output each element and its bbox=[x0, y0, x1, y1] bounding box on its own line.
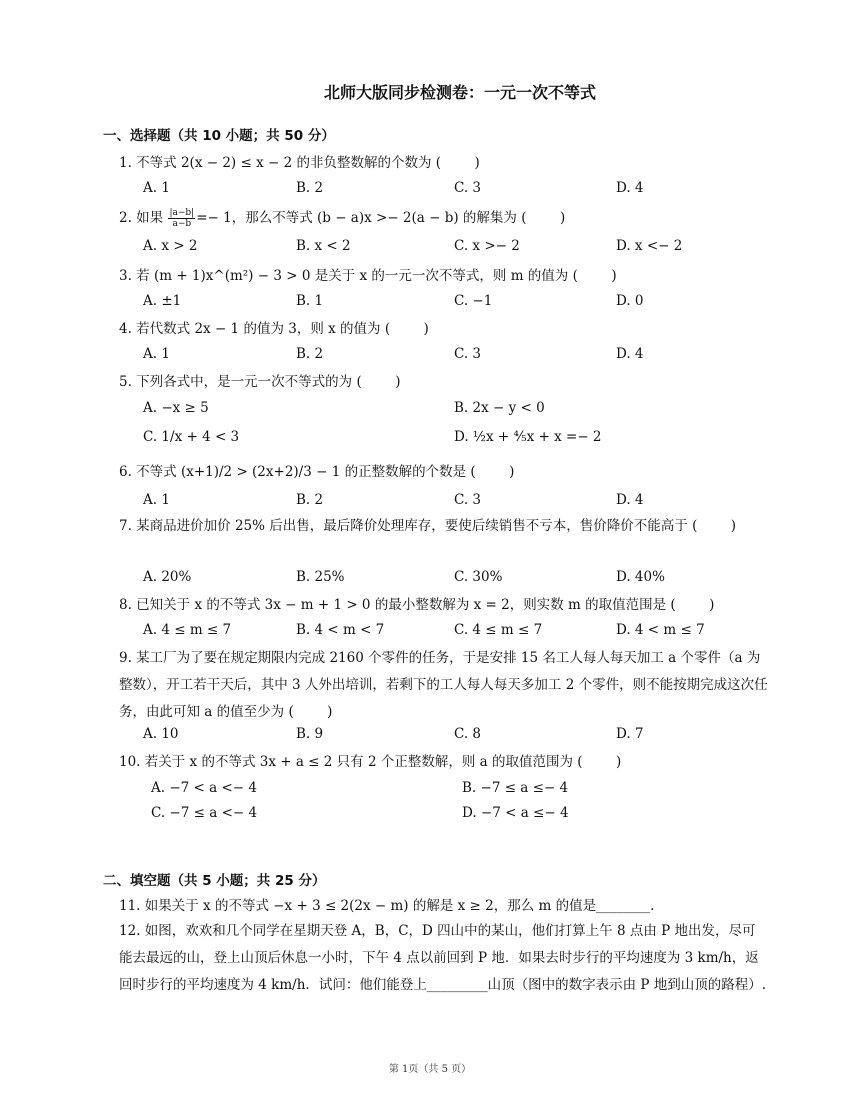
question-stem: 11. 如果关于 x 的不等式 −x + 3 ≤ 2(2x − m) 的解是 x ≥ 2，那么 m 的值是________. bbox=[119, 898, 655, 914]
question-stem: 5. 下列各式中，是一元一次不等式的为 bbox=[119, 374, 353, 390]
options-row bbox=[143, 564, 768, 590]
question-4 bbox=[119, 316, 768, 342]
option-b[interactable]: B. 2 bbox=[296, 492, 324, 508]
question-6 bbox=[119, 459, 768, 485]
option-a[interactable]: A. 1 bbox=[143, 492, 170, 508]
option-b[interactable]: B. 1 bbox=[296, 293, 324, 309]
option-a[interactable]: A. x > 2 bbox=[143, 238, 198, 254]
option-d[interactable]: D. 4 bbox=[616, 180, 644, 196]
question-10 bbox=[119, 749, 768, 775]
option-d[interactable]: D. 4 bbox=[616, 492, 644, 508]
answer-blank[interactable] bbox=[573, 263, 617, 289]
option-a[interactable]: A. 10 bbox=[143, 726, 179, 742]
question-1 bbox=[119, 150, 768, 176]
option-b[interactable]: B. 2 bbox=[296, 346, 324, 362]
option-d[interactable]: D. 4 bbox=[616, 346, 644, 362]
option-d[interactable]: D. 4 < m ≤ 7 bbox=[616, 622, 705, 638]
option-a[interactable]: A. −x ≥ 5 bbox=[143, 400, 209, 416]
question-stem: 7. 某商品进价加价 25% 后出售，最后降价处理库存，要使后续销售不亏本，售价降价不能高于 bbox=[119, 518, 688, 534]
options-row bbox=[143, 617, 768, 643]
question-stem: 10. 若关于 x 的不等式 3x + a ≤ 2 只有 2 个正整数解，则 a 的取值范围为 bbox=[119, 754, 573, 770]
answer-blank[interactable] bbox=[385, 316, 429, 342]
option-b[interactable]: B. 2x − y < 0 bbox=[454, 400, 545, 416]
options-row bbox=[143, 721, 768, 747]
option-d[interactable]: D. ½x + ⅘x + x =− 2 bbox=[454, 429, 602, 445]
option-c[interactable]: C. 4 ≤ m ≤ 7 bbox=[454, 622, 543, 638]
option-c[interactable]: C. 3 bbox=[454, 346, 482, 362]
page-title: 北师大版同步检测卷：一元一次不等式 bbox=[323, 83, 596, 102]
question-3 bbox=[119, 263, 768, 289]
options-row bbox=[143, 341, 768, 367]
option-b[interactable]: B. 4 < m < 7 bbox=[296, 622, 385, 638]
question-stem: 4. 若代数式 2x − 1 的值为 3，则 x 的值为 bbox=[119, 321, 381, 337]
option-d[interactable]: D. 7 bbox=[616, 726, 644, 742]
options-row bbox=[143, 424, 768, 450]
option-b[interactable]: B. −7 ≤ a ≤− 4 bbox=[462, 780, 569, 796]
option-c[interactable]: C. 3 bbox=[454, 492, 482, 508]
question-stem: 6. 不等式 (x+1)/2 > (2x+2)/3 − 1 的正整数解的个数是 bbox=[119, 464, 467, 480]
question-11 bbox=[119, 893, 768, 919]
question-9 bbox=[119, 645, 768, 726]
question-stem: 3. 若 (m + 1)x^(m²) − 3 > 0 是关于 x 的一元一次不等式，则 m 的值为 bbox=[119, 268, 569, 284]
answer-blank[interactable] bbox=[692, 513, 736, 539]
option-c[interactable]: C. −1 bbox=[454, 293, 493, 309]
options-row bbox=[143, 487, 768, 513]
options-row bbox=[143, 288, 768, 314]
question-stem: 2. 如果 $\frac{|a-b|}{a-b}$ =− 1，那么不等式 (b − a)x >− 2(a − b) 的解集为 bbox=[119, 208, 517, 229]
option-d[interactable]: D. −7 < a ≤− 4 bbox=[462, 805, 569, 821]
option-a[interactable]: A. 1 bbox=[143, 346, 170, 362]
option-c[interactable]: C. 1/x + 4 < 3 bbox=[143, 429, 240, 445]
answer-blank[interactable] bbox=[577, 749, 621, 775]
option-a[interactable]: A. 1 bbox=[143, 180, 170, 196]
option-c[interactable]: C. x >− 2 bbox=[454, 238, 520, 254]
option-d[interactable]: D. x <− 2 bbox=[616, 238, 683, 254]
section-heading-choice: 一、选择题（共 10 小题；共 50 分） bbox=[103, 128, 335, 144]
question-stem: 12. 如图，欢欢和几个同学在星期天登 A，B，C，D 四山中的某山，他们打算上午 8 点由 P 地出发，尽可能去最远的山，登上山顶后休息一小时，下午 4 点以前回到 P 地．如果去时步行的平均速度为 3 km/h，返回时步行的平均速度为 4 km/h．试问：他们能登上_________山顶（图中的数字表示由 P 地到山顶的路程）. bbox=[119, 923, 767, 993]
answer-blank[interactable] bbox=[356, 369, 400, 395]
option-a[interactable]: A. 20% bbox=[143, 569, 192, 585]
answer-blank[interactable] bbox=[521, 205, 565, 231]
question-stem: 1. 不等式 2(x − 2) ≤ x − 2 的非负整数解的个数为 bbox=[119, 155, 432, 171]
question-2 bbox=[119, 205, 768, 231]
options-row bbox=[151, 775, 768, 801]
options-row bbox=[143, 395, 768, 421]
options-row bbox=[143, 175, 768, 201]
option-c[interactable]: C. 8 bbox=[454, 726, 482, 742]
options-row bbox=[151, 800, 768, 826]
question-5 bbox=[119, 369, 768, 395]
fraction: $\frac{|a-b|}{a-b}$ bbox=[169, 208, 195, 229]
question-stem: 9. 某工厂为了要在规定期限内完成 2160 个零件的任务，于是安排 15 名工人每人每天加工 a 个零件（a 为整数），开工若干天后，其中 3 人外出培训，若剩下的工人每人每天多加工 2 个零件，则不能按期完成这次任务，由此可知 a 的值至少为 bbox=[119, 650, 768, 720]
page-footer: 第 1页（共 5 页） bbox=[388, 1064, 472, 1075]
option-c[interactable]: C. 30% bbox=[454, 569, 503, 585]
question-7 bbox=[119, 513, 768, 540]
option-c[interactable]: C. −7 ≤ a <− 4 bbox=[151, 805, 258, 821]
option-b[interactable]: B. 25% bbox=[296, 569, 345, 585]
option-a[interactable]: A. −7 < a <− 4 bbox=[151, 780, 257, 796]
question-8 bbox=[119, 592, 768, 618]
option-a[interactable]: A. 4 ≤ m ≤ 7 bbox=[143, 622, 232, 638]
answer-blank[interactable] bbox=[670, 592, 714, 618]
option-b[interactable]: B. 2 bbox=[296, 180, 324, 196]
option-a[interactable]: A. ±1 bbox=[143, 293, 182, 309]
option-d[interactable]: D. 40% bbox=[616, 569, 665, 585]
answer-blank[interactable] bbox=[436, 150, 480, 176]
answer-blank[interactable] bbox=[470, 459, 514, 485]
option-b[interactable]: B. 9 bbox=[296, 726, 324, 742]
options-row bbox=[143, 233, 768, 259]
question-12 bbox=[119, 918, 768, 999]
option-b[interactable]: B. x < 2 bbox=[296, 238, 351, 254]
question-stem: 8. 已知关于 x 的不等式 3x − m + 1 > 0 的最小整数解为 x = 2，则实数 m 的取值范围是 bbox=[119, 597, 667, 613]
option-d[interactable]: D. 0 bbox=[616, 293, 644, 309]
option-c[interactable]: C. 3 bbox=[454, 180, 482, 196]
section-heading-fill: 二、填空题（共 5 小题；共 25 分） bbox=[103, 873, 326, 889]
